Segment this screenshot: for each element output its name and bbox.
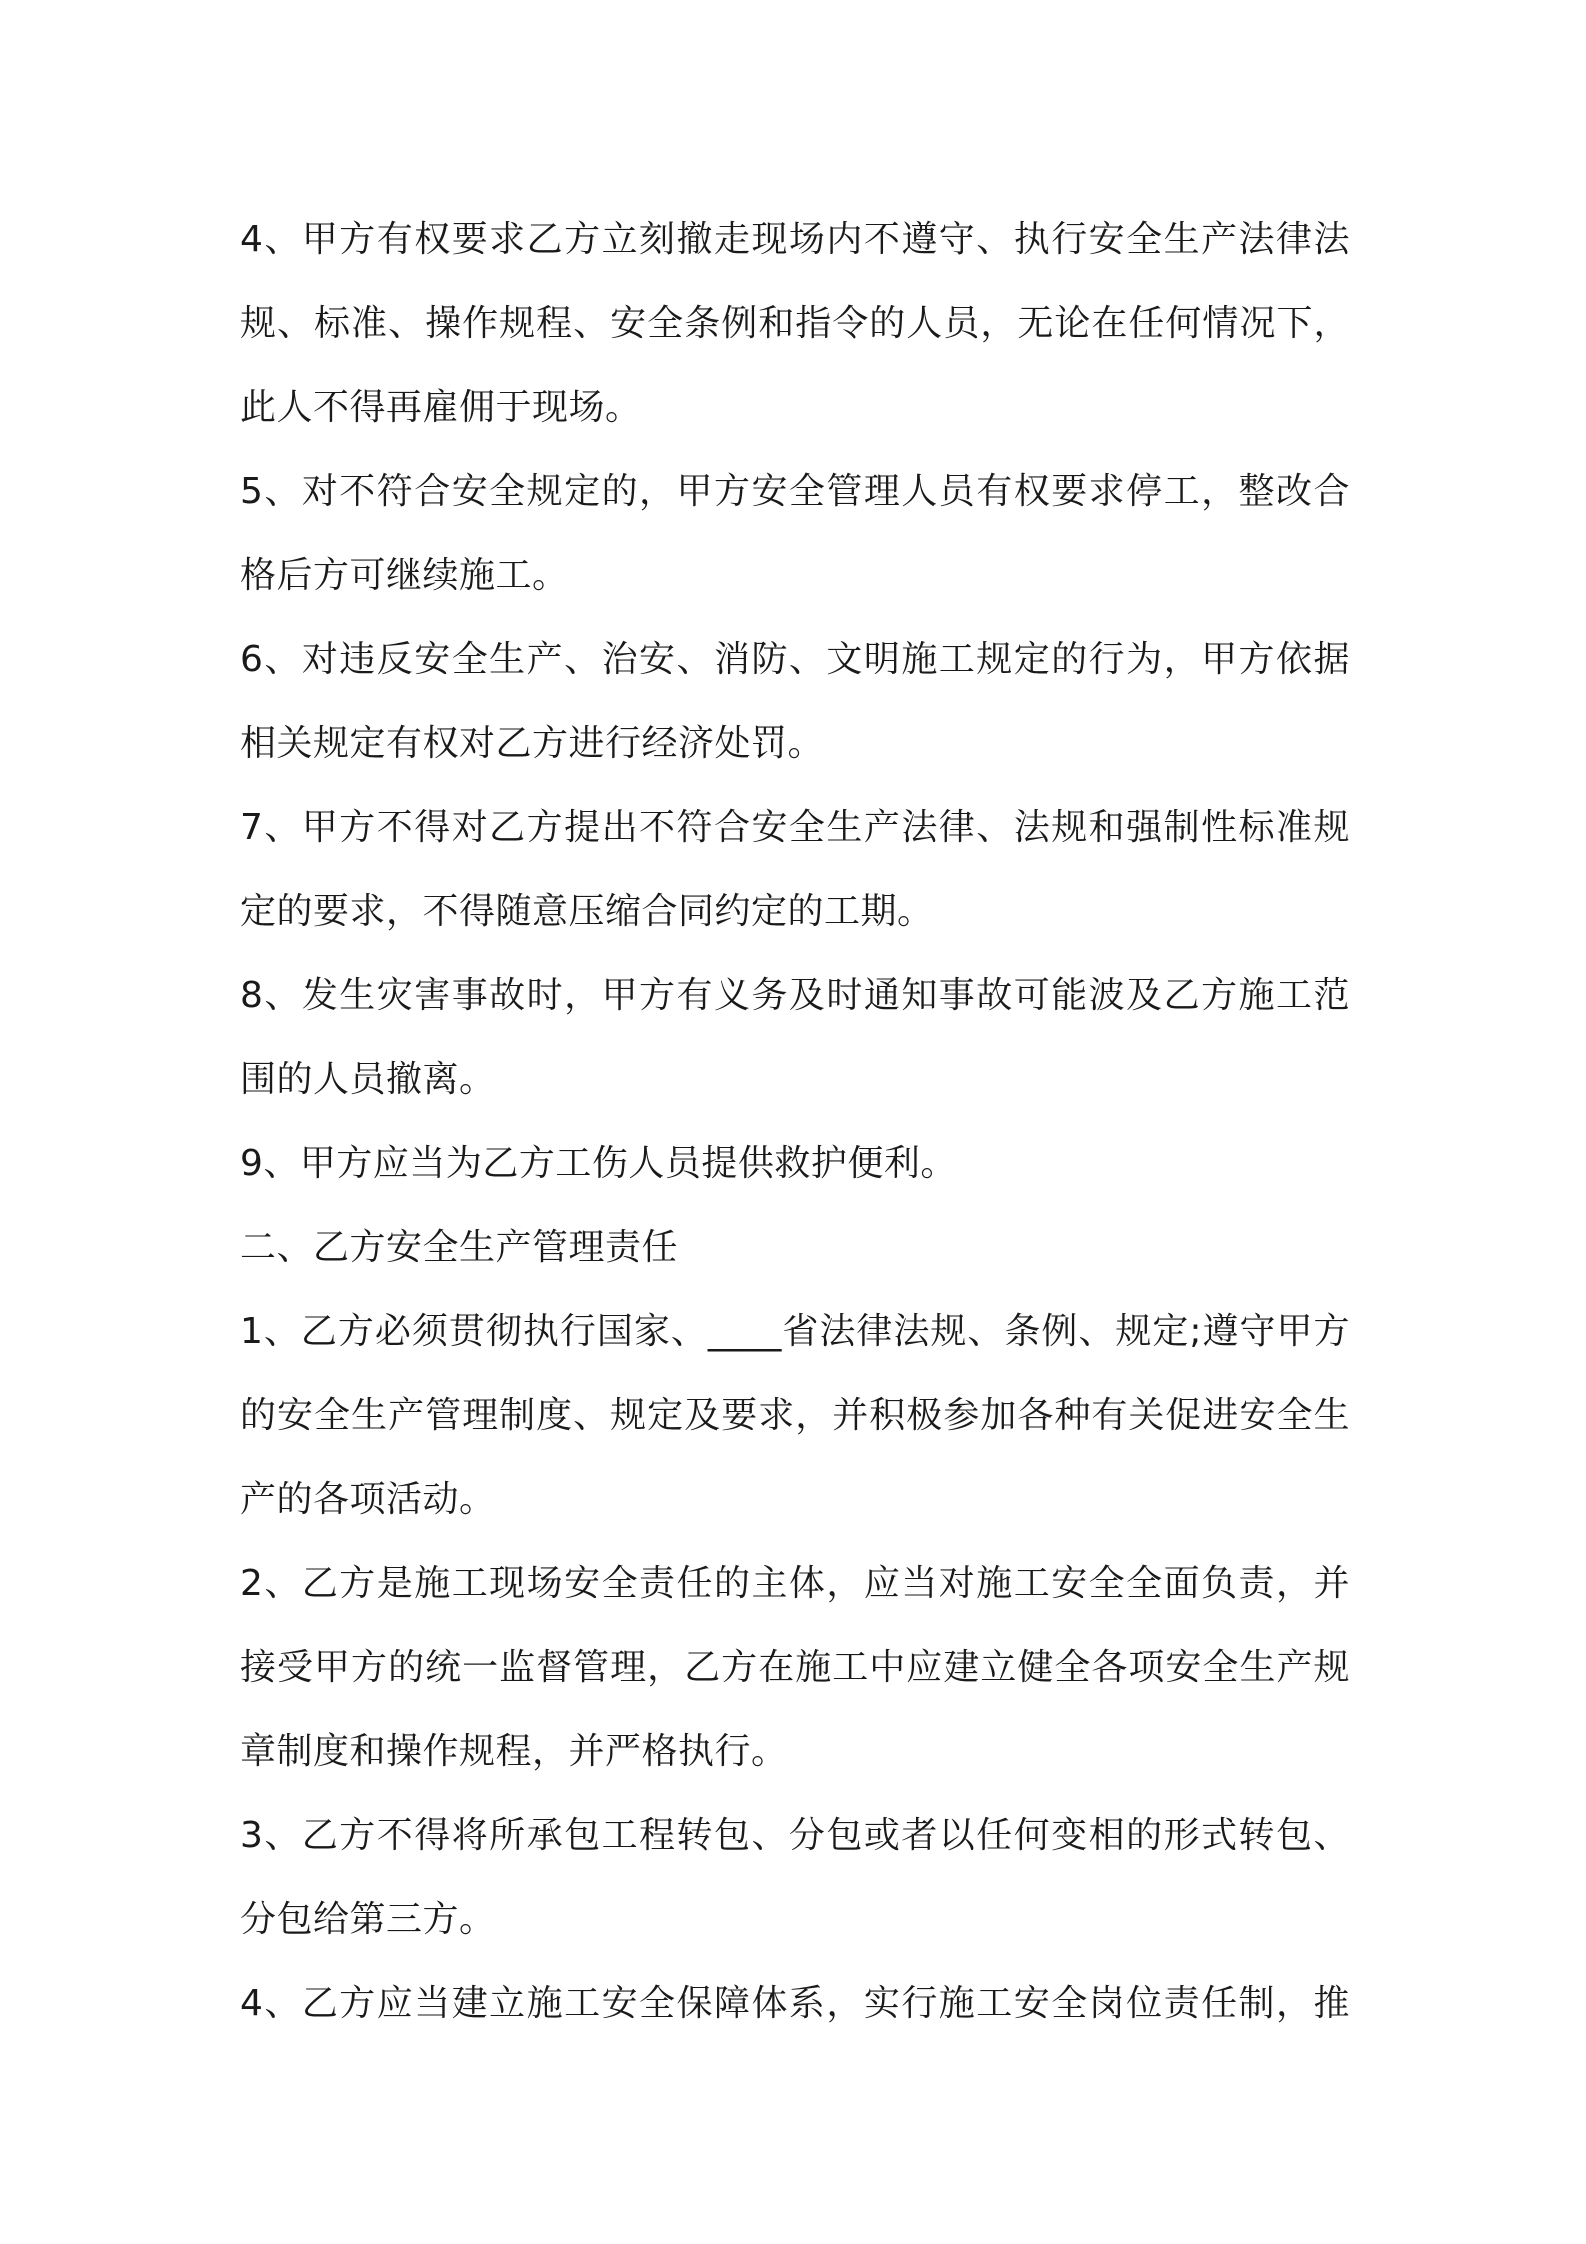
clause-party-a-9	[240, 1122, 1350, 1206]
clause-party-a-4	[240, 198, 1350, 450]
text-line: 8、发生灾害事故时，甲方有义务及时通知事故可能波及乙方施工范	[240, 975, 1350, 1016]
text-line: 围的人员撤离。	[240, 1059, 496, 1100]
clause-party-a-6	[240, 618, 1350, 786]
text-line: 4、甲方有权要求乙方立刻撤走现场内不遵守、执行安全生产法律法	[240, 219, 1350, 260]
clause-party-a-5	[240, 450, 1350, 618]
text-line: 产的各项活动。	[240, 1479, 496, 1520]
text-line: 接受甲方的统一监督管理，乙方在施工中应建立健全各项安全生产规	[240, 1647, 1350, 1688]
text-line: 格后方可继续施工。	[240, 555, 569, 596]
text-line: 7、甲方不得对乙方提出不符合安全生产法律、法规和强制性标准规	[240, 807, 1350, 848]
text-line: 的安全生产管理制度、规定及要求，并积极参加各种有关促进安全生	[240, 1395, 1350, 1436]
clause-party-b-4	[240, 1962, 1350, 2046]
text-line: 6、对违反安全生产、治安、消防、文明施工规定的行为，甲方依据	[240, 639, 1350, 680]
text-line: 章制度和操作规程，并严格执行。	[240, 1731, 788, 1772]
clause-party-a-8	[240, 954, 1350, 1122]
text-line: 2、乙方是施工现场安全责任的主体，应当对施工安全全面负责，并	[240, 1563, 1350, 1604]
clause-party-b-3	[240, 1794, 1350, 1962]
text-line: 3、乙方不得将所承包工程转包、分包或者以任何变相的形式转包、	[240, 1815, 1350, 1856]
text-line: 定的要求，不得随意压缩合同约定的工期。	[240, 891, 934, 932]
text-line: 4、乙方应当建立施工安全保障体系，实行施工安全岗位责任制，推	[240, 1983, 1350, 2024]
clause-party-b-1	[240, 1290, 1350, 1542]
clause-party-a-7	[240, 786, 1350, 954]
text-line: 5、对不符合安全规定的，甲方安全管理人员有权要求停工，整改合	[240, 471, 1350, 512]
section-heading-party-b	[240, 1206, 1350, 1290]
text-line: 此人不得再雇佣于现场。	[240, 387, 642, 428]
text-line: 9、甲方应当为乙方工伤人员提供救护便利。	[240, 1143, 957, 1184]
text-line: 分包给第三方。	[240, 1899, 496, 1940]
text-line: 1、乙方必须贯彻执行国家、____省法律法规、条例、规定;遵守甲方	[240, 1311, 1350, 1352]
text-line: 相关规定有权对乙方进行经济处罚。	[240, 723, 825, 764]
document-body	[240, 198, 1350, 2046]
section-heading: 二、乙方安全生产管理责任	[240, 1227, 679, 1268]
clause-party-b-2	[240, 1542, 1350, 1794]
text-line: 规、标准、操作规程、安全条例和指令的人员，无论在任何情况下，	[240, 303, 1350, 344]
